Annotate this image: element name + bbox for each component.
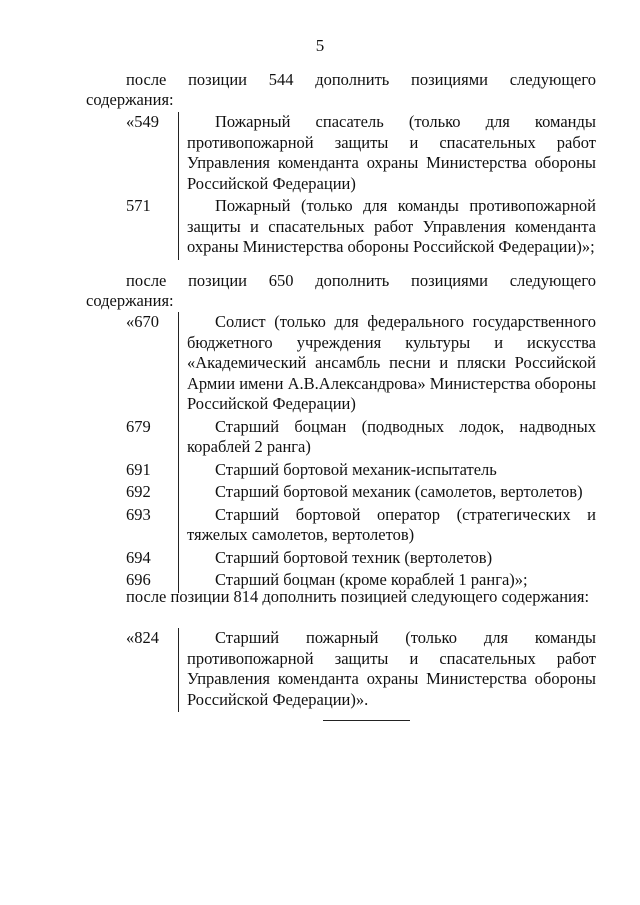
position-title: Пожарный (только для команды противопожарной защиты и спасательных работ Управления коменданта охраны Министерства обороны Российской Федерации)»; xyxy=(178,196,596,260)
section-3-intro: после позиции 814 дополнить позицией следующего содержания: xyxy=(126,587,590,606)
position-title: Старший боцман (подводных лодок, надводных кораблей 2 ранга) xyxy=(178,417,596,460)
position-row xyxy=(86,312,596,417)
section-2-intro: после позиции 650 дополнить позициями следующего содержания: xyxy=(86,271,596,310)
position-title: Старший бортовой техник (вертолетов) xyxy=(178,548,596,571)
section-3-positions xyxy=(86,628,596,712)
closing-rule xyxy=(323,720,410,721)
position-row xyxy=(86,505,596,548)
position-number: 691 xyxy=(126,459,151,479)
position-row xyxy=(86,196,596,260)
position-number: «670 xyxy=(126,312,159,331)
position-row xyxy=(86,112,596,196)
position-number: «549 xyxy=(126,112,159,131)
page-number: 5 xyxy=(315,36,325,55)
position-row xyxy=(86,460,596,483)
position-row xyxy=(86,482,596,505)
position-title: Старший бортовой оператор (стратегических и тяжелых самолетов, вертолетов) xyxy=(178,505,596,548)
position-title: Солист (только для федерального государственного бюджетного учреждения культуры и искусства «Академический ансамбль песни и пляски Российской Армии имени А.В.Александрова» Министерства обороны Российской Федерации) xyxy=(178,312,596,417)
section-2-positions xyxy=(86,312,596,593)
position-title: Старший боцман (кроме кораблей 1 ранга)»; xyxy=(178,570,596,593)
position-title: Пожарный спасатель (только для команды противопожарной защиты и спасательных работ Управления коменданта охраны Министерства обороны Российской Федерации) xyxy=(178,112,596,196)
position-number: 694 xyxy=(126,547,151,567)
position-number: 696 xyxy=(126,570,151,589)
section-1-intro: после позиции 544 дополнить позициями следующего содержания: xyxy=(86,70,596,109)
position-title: Старший бортовой механик-испытатель xyxy=(178,460,596,483)
position-number: «824 xyxy=(126,628,159,647)
position-row xyxy=(86,628,596,712)
position-row xyxy=(86,417,596,460)
section-1-positions xyxy=(86,112,596,260)
position-number: 692 xyxy=(126,482,151,501)
position-title: Старший пожарный (только для команды противопожарной защиты и спасательных работ Управления коменданта охраны Министерства обороны Российской Федерации)». xyxy=(178,628,596,712)
position-number: 693 xyxy=(126,504,151,524)
position-number: 679 xyxy=(126,416,151,436)
position-row xyxy=(86,548,596,571)
position-title: Старший бортовой механик (самолетов, вертолетов) xyxy=(178,482,596,505)
position-number: 571 xyxy=(126,196,151,215)
